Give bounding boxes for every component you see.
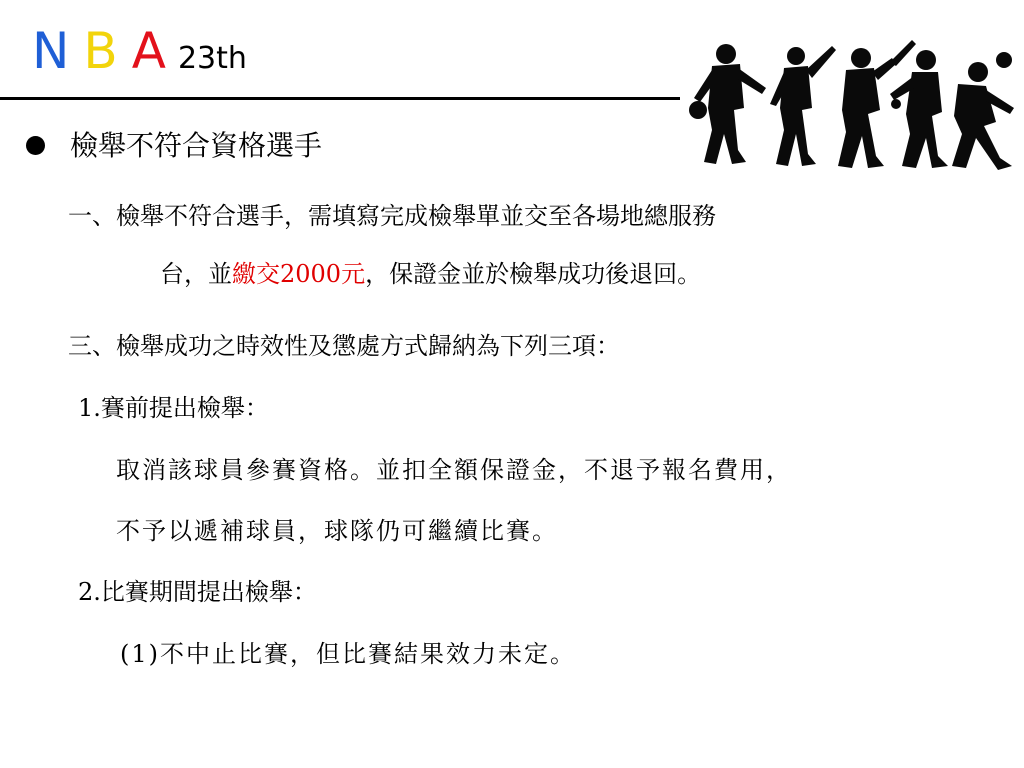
title-suffix: 23th [177, 41, 247, 76]
sub-2-line-1: (1)不中止比賽，但比賽結果效力未定。 [120, 640, 576, 668]
item-1-line-2 [160, 258, 701, 290]
fee-highlight: 繳交2000元 [232, 260, 366, 288]
sub-1-line-2: 不予以遞補球員，球隊仍可繼續比賽。 [116, 517, 558, 545]
title-divider [0, 97, 680, 100]
sub-2-label: 2.比賽期間提出檢舉： [78, 578, 317, 606]
sub-1-line-1: 取消該球員參賽資格。並扣全額保證金，不退予報名費用， [116, 456, 792, 484]
athletes-silhouette-icon [686, 38, 1016, 173]
item-3-line: 三、檢舉成功之時效性及懲處方式歸納為下列三項： [68, 332, 620, 360]
title-letter-a: A [131, 22, 166, 80]
title-letter-n: N [32, 22, 70, 80]
item-1-line-2-suffix: ，保證金並於檢舉成功後退回。 [365, 260, 702, 288]
bullet-dot [26, 136, 45, 155]
item-1-line-2-prefix: 台，並 [160, 260, 232, 288]
title-letter-b: B [83, 22, 118, 80]
section-heading: 檢舉不符合資格選手 [70, 129, 323, 162]
slide-title [32, 16, 247, 86]
item-1-line-1: 一、檢舉不符合選手，需填寫完成檢舉單並交至各場地總服務 [68, 202, 716, 230]
sub-1-label: 1.賽前提出檢舉： [78, 394, 269, 422]
